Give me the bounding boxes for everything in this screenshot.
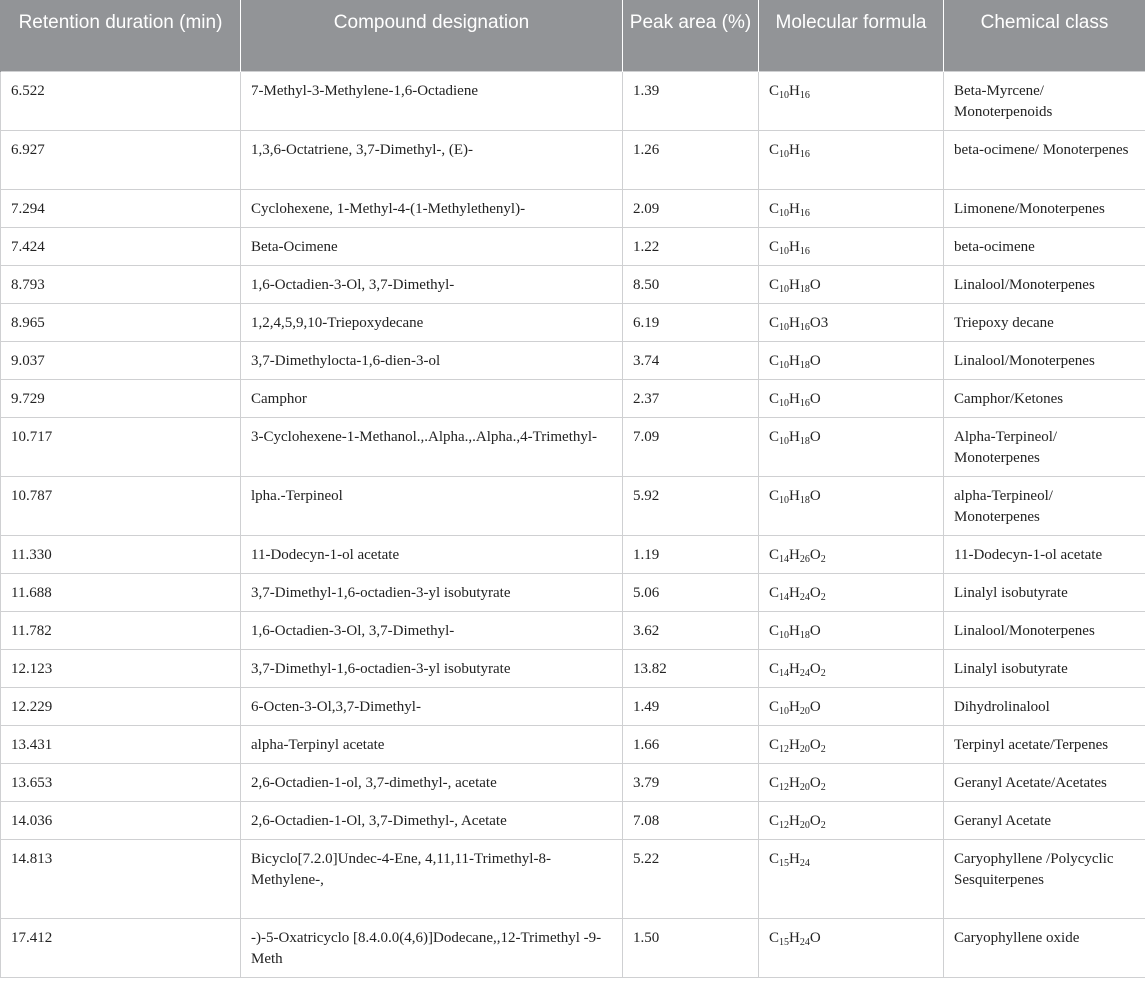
- retention-cell: 13.653: [1, 763, 241, 801]
- chemical-class-cell: Caryophyllene oxide: [944, 918, 1145, 977]
- formula-element: H: [789, 82, 800, 99]
- formula-cell: [759, 341, 944, 379]
- formula-cell: [759, 573, 944, 611]
- formula-subscript: 2: [820, 667, 826, 679]
- compound-cell: alpha-Terpinyl acetate: [241, 725, 623, 763]
- formula-subscript: 12: [779, 781, 790, 793]
- retention-cell: 14.036: [1, 801, 241, 839]
- peak-area-cell: 6.19: [623, 303, 759, 341]
- formula-element: O: [809, 276, 821, 293]
- chemical-class-cell: Dihydrolinalool: [944, 687, 1145, 725]
- formula-cell: [759, 687, 944, 725]
- formula-element: C: [769, 82, 780, 99]
- formula-element: C: [769, 428, 780, 445]
- table-row: [1, 341, 1145, 379]
- formula-subscript: 24: [799, 857, 810, 869]
- table-row: [1, 649, 1145, 687]
- compound-cell: 1,3,6-Octatriene, 3,7-Dimethyl-, (E)-: [241, 130, 623, 189]
- formula-element: O: [809, 929, 821, 946]
- header-peak-area: Peak area (%): [623, 0, 759, 71]
- table-row: [1, 918, 1145, 977]
- retention-cell: 8.965: [1, 303, 241, 341]
- formula-subscript: 10: [779, 705, 790, 717]
- retention-cell: 14.813: [1, 839, 241, 918]
- formula-element: C: [769, 812, 780, 829]
- formula-element: H: [789, 812, 800, 829]
- formula-cell: [759, 763, 944, 801]
- compound-cell: Cyclohexene, 1-Methyl-4-(1-Methylethenyl)-: [241, 189, 623, 227]
- formula-subscript: 10: [779, 148, 790, 160]
- formula-element: O: [809, 390, 821, 407]
- formula-element: C: [769, 238, 780, 255]
- peak-area-cell: 1.22: [623, 227, 759, 265]
- compound-cell: Camphor: [241, 379, 623, 417]
- formula-cell: [759, 839, 944, 918]
- table-body: [1, 71, 1145, 977]
- formula-element: H: [789, 929, 800, 946]
- formula-cell: [759, 649, 944, 687]
- chemical-class-cell: Linalool/Monoterpenes: [944, 265, 1145, 303]
- table-row: [1, 71, 1145, 130]
- peak-area-cell: 1.19: [623, 535, 759, 573]
- formula-cell: [759, 417, 944, 476]
- retention-cell: 11.330: [1, 535, 241, 573]
- retention-cell: 12.123: [1, 649, 241, 687]
- formula-element: O: [809, 622, 821, 639]
- table-row: [1, 417, 1145, 476]
- formula-subscript: 18: [799, 494, 810, 506]
- chemical-class-cell: 11-Dodecyn-1-ol acetate: [944, 535, 1145, 573]
- chemical-class-cell: Linalool/Monoterpenes: [944, 341, 1145, 379]
- compound-cell: 11-Dodecyn-1-ol acetate: [241, 535, 623, 573]
- table-row: [1, 265, 1145, 303]
- formula-subscript: 10: [779, 629, 790, 641]
- chemical-class-cell: Triepoxy decane: [944, 303, 1145, 341]
- chemical-class-cell: Linalyl isobutyrate: [944, 573, 1145, 611]
- formula-cell: [759, 265, 944, 303]
- formula-cell: [759, 379, 944, 417]
- formula-subscript: 24: [799, 936, 810, 948]
- header-chemical-class: Chemical class: [944, 0, 1145, 71]
- formula-cell: [759, 71, 944, 130]
- compound-cell: 6-Octen-3-Ol,3,7-Dimethyl-: [241, 687, 623, 725]
- compound-cell: lpha.-Terpineol: [241, 476, 623, 535]
- formula-subscript: 2: [820, 781, 826, 793]
- formula-subscript: 2: [820, 591, 826, 603]
- compound-cell: 1,2,4,5,9,10-Triepoxydecane: [241, 303, 623, 341]
- formula-element: H: [789, 487, 800, 504]
- compound-cell: 1,6-Octadien-3-Ol, 3,7-Dimethyl-: [241, 611, 623, 649]
- formula-element: C: [769, 141, 780, 158]
- table-row: [1, 535, 1145, 573]
- formula-subscript: 12: [779, 819, 790, 831]
- formula-element: O: [809, 428, 821, 445]
- retention-cell: 9.037: [1, 341, 241, 379]
- formula-element: C: [769, 850, 780, 867]
- formula-subscript: 2: [820, 819, 826, 831]
- compound-cell: 3,7-Dimethyl-1,6-octadien-3-yl isobutyrate: [241, 573, 623, 611]
- formula-subscript: 26: [799, 553, 810, 565]
- formula-element: C: [769, 929, 780, 946]
- formula-element: H: [789, 238, 800, 255]
- formula-element: C: [769, 774, 780, 791]
- formula-element: C: [769, 314, 780, 331]
- compound-cell: 2,6-Octadien-1-Ol, 3,7-Dimethyl-, Acetate: [241, 801, 623, 839]
- formula-subscript: 2: [820, 553, 826, 565]
- compound-cell: 1,6-Octadien-3-Ol, 3,7-Dimethyl-: [241, 265, 623, 303]
- formula-cell: [759, 535, 944, 573]
- formula-element: H: [789, 200, 800, 217]
- formula-cell: [759, 476, 944, 535]
- formula-element: O3: [809, 314, 829, 331]
- retention-cell: 17.412: [1, 918, 241, 977]
- retention-cell: 11.688: [1, 573, 241, 611]
- table-row: [1, 379, 1145, 417]
- formula-element: H: [789, 622, 800, 639]
- formula-element: C: [769, 584, 780, 601]
- formula-subscript: 10: [779, 207, 790, 219]
- formula-element: C: [769, 200, 780, 217]
- formula-cell: [759, 189, 944, 227]
- compound-cell: 3-Cyclohexene-1-Methanol.,.Alpha.,.Alpha.,4-Trimethyl-: [241, 417, 623, 476]
- peak-area-cell: 7.09: [623, 417, 759, 476]
- formula-element: O: [809, 546, 821, 563]
- formula-element: H: [789, 546, 800, 563]
- formula-subscript: 16: [799, 148, 810, 160]
- peak-area-cell: 2.37: [623, 379, 759, 417]
- formula-element: C: [769, 698, 780, 715]
- peak-area-cell: 13.82: [623, 649, 759, 687]
- formula-subscript: 24: [799, 591, 810, 603]
- formula-cell: [759, 303, 944, 341]
- peak-area-cell: 5.92: [623, 476, 759, 535]
- formula-cell: [759, 918, 944, 977]
- formula-element: C: [769, 352, 780, 369]
- table-row: [1, 303, 1145, 341]
- chemical-class-cell: Camphor/Ketones: [944, 379, 1145, 417]
- retention-cell: 10.717: [1, 417, 241, 476]
- table-row: [1, 476, 1145, 535]
- formula-cell: [759, 611, 944, 649]
- formula-element: H: [789, 584, 800, 601]
- retention-cell: 9.729: [1, 379, 241, 417]
- formula-element: O: [809, 352, 821, 369]
- compound-cell: 3,7-Dimethyl-1,6-octadien-3-yl isobutyrate: [241, 649, 623, 687]
- peak-area-cell: 5.06: [623, 573, 759, 611]
- formula-subscript: 14: [779, 591, 790, 603]
- table-row: [1, 763, 1145, 801]
- retention-cell: 7.424: [1, 227, 241, 265]
- chemical-class-cell: beta-ocimene/ Monoterpenes: [944, 130, 1145, 189]
- formula-subscript: 10: [779, 435, 790, 447]
- chemical-class-cell: Terpinyl acetate/Terpenes: [944, 725, 1145, 763]
- table-row: [1, 227, 1145, 265]
- formula-subscript: 10: [779, 245, 790, 257]
- formula-subscript: 16: [799, 321, 810, 333]
- formula-element: O: [809, 660, 821, 677]
- peak-area-cell: 8.50: [623, 265, 759, 303]
- retention-cell: 11.782: [1, 611, 241, 649]
- retention-cell: 8.793: [1, 265, 241, 303]
- compound-cell: -)-5-Oxatricyclo [8.4.0.0(4,6)]Dodecane,,12-Trimethyl -9-Meth: [241, 918, 623, 977]
- peak-area-cell: 1.49: [623, 687, 759, 725]
- formula-subscript: 20: [799, 819, 810, 831]
- retention-cell: 12.229: [1, 687, 241, 725]
- peak-area-cell: 3.74: [623, 341, 759, 379]
- table-row: [1, 189, 1145, 227]
- formula-element: O: [809, 736, 821, 753]
- formula-subscript: 18: [799, 283, 810, 295]
- table-row: [1, 839, 1145, 918]
- formula-element: H: [789, 352, 800, 369]
- formula-element: O: [809, 487, 821, 504]
- formula-element: C: [769, 487, 780, 504]
- formula-subscript: 10: [779, 397, 790, 409]
- formula-subscript: 18: [799, 629, 810, 641]
- formula-element: C: [769, 546, 780, 563]
- chemical-class-cell: Geranyl Acetate/Acetates: [944, 763, 1145, 801]
- formula-element: C: [769, 276, 780, 293]
- formula-subscript: 10: [779, 494, 790, 506]
- compound-cell: 2,6-Octadien-1-ol, 3,7-dimethyl-, acetate: [241, 763, 623, 801]
- table-row: [1, 725, 1145, 763]
- formula-element: H: [789, 660, 800, 677]
- header-row: [1, 0, 1145, 71]
- formula-subscript: 16: [799, 89, 810, 101]
- peak-area-cell: 1.26: [623, 130, 759, 189]
- formula-element: C: [769, 660, 780, 677]
- table-row: [1, 130, 1145, 189]
- formula-element: C: [769, 622, 780, 639]
- formula-subscript: 10: [779, 89, 790, 101]
- chemical-class-cell: Beta-Myrcene/ Monoterpenoids: [944, 71, 1145, 130]
- peak-area-cell: 3.62: [623, 611, 759, 649]
- peak-area-cell: 1.39: [623, 71, 759, 130]
- formula-subscript: 2: [820, 743, 826, 755]
- compound-cell: 7-Methyl-3-Methylene-1,6-Octadiene: [241, 71, 623, 130]
- chemical-class-cell: Limonene/Monoterpenes: [944, 189, 1145, 227]
- formula-element: O: [809, 698, 821, 715]
- retention-cell: 7.294: [1, 189, 241, 227]
- formula-element: H: [789, 141, 800, 158]
- retention-cell: 6.927: [1, 130, 241, 189]
- formula-cell: [759, 227, 944, 265]
- table-row: [1, 687, 1145, 725]
- retention-cell: 6.522: [1, 71, 241, 130]
- chemical-class-cell: Linalyl isobutyrate: [944, 649, 1145, 687]
- chemical-class-cell: Alpha-Terpineol/ Monoterpenes: [944, 417, 1145, 476]
- peak-area-cell: 1.66: [623, 725, 759, 763]
- chemical-class-cell: Linalool/Monoterpenes: [944, 611, 1145, 649]
- formula-subscript: 20: [799, 743, 810, 755]
- formula-element: C: [769, 736, 780, 753]
- formula-subscript: 18: [799, 435, 810, 447]
- formula-subscript: 15: [779, 936, 790, 948]
- table-row: [1, 611, 1145, 649]
- compound-cell: Beta-Ocimene: [241, 227, 623, 265]
- header-retention: Retention duration (min): [1, 0, 241, 71]
- peak-area-cell: 3.79: [623, 763, 759, 801]
- formula-subscript: 16: [799, 207, 810, 219]
- formula-cell: [759, 725, 944, 763]
- formula-element: O: [809, 584, 821, 601]
- chemical-class-cell: Geranyl Acetate: [944, 801, 1145, 839]
- formula-element: O: [809, 774, 821, 791]
- formula-element: C: [769, 390, 780, 407]
- chemical-class-cell: alpha-Terpineol/ Monoterpenes: [944, 476, 1145, 535]
- formula-subscript: 10: [779, 321, 790, 333]
- peak-area-cell: 7.08: [623, 801, 759, 839]
- formula-element: H: [789, 314, 800, 331]
- formula-subscript: 15: [779, 857, 790, 869]
- formula-element: O: [809, 812, 821, 829]
- formula-element: H: [789, 698, 800, 715]
- header-molecular-formula: Molecular formula: [759, 0, 944, 71]
- table-row: [1, 801, 1145, 839]
- formula-subscript: 18: [799, 359, 810, 371]
- formula-subscript: 10: [779, 283, 790, 295]
- formula-subscript: 16: [799, 245, 810, 257]
- formula-subscript: 12: [779, 743, 790, 755]
- table-row: [1, 573, 1145, 611]
- compound-cell: Bicyclo[7.2.0]Undec-4-Ene, 4,11,11-Trimethyl-8-Methylene-,: [241, 839, 623, 918]
- formula-cell: [759, 130, 944, 189]
- compound-cell: 3,7-Dimethylocta-1,6-dien-3-ol: [241, 341, 623, 379]
- chemical-class-cell: Caryophyllene /Polycyclic Sesquiterpenes: [944, 839, 1145, 918]
- formula-cell: [759, 801, 944, 839]
- formula-element: H: [789, 736, 800, 753]
- formula-element: H: [789, 428, 800, 445]
- formula-element: H: [789, 774, 800, 791]
- formula-subscript: 24: [799, 667, 810, 679]
- peak-area-cell: 2.09: [623, 189, 759, 227]
- chemical-class-cell: beta-ocimene: [944, 227, 1145, 265]
- formula-element: H: [789, 390, 800, 407]
- formula-element: H: [789, 276, 800, 293]
- formula-subscript: 20: [799, 705, 810, 717]
- peak-area-cell: 1.50: [623, 918, 759, 977]
- formula-subscript: 10: [779, 359, 790, 371]
- retention-cell: 10.787: [1, 476, 241, 535]
- formula-subscript: 14: [779, 553, 790, 565]
- formula-subscript: 20: [799, 781, 810, 793]
- header-compound: Compound designation: [241, 0, 623, 71]
- formula-subscript: 16: [799, 397, 810, 409]
- formula-element: H: [789, 850, 800, 867]
- peak-area-cell: 5.22: [623, 839, 759, 918]
- retention-cell: 13.431: [1, 725, 241, 763]
- formula-subscript: 14: [779, 667, 790, 679]
